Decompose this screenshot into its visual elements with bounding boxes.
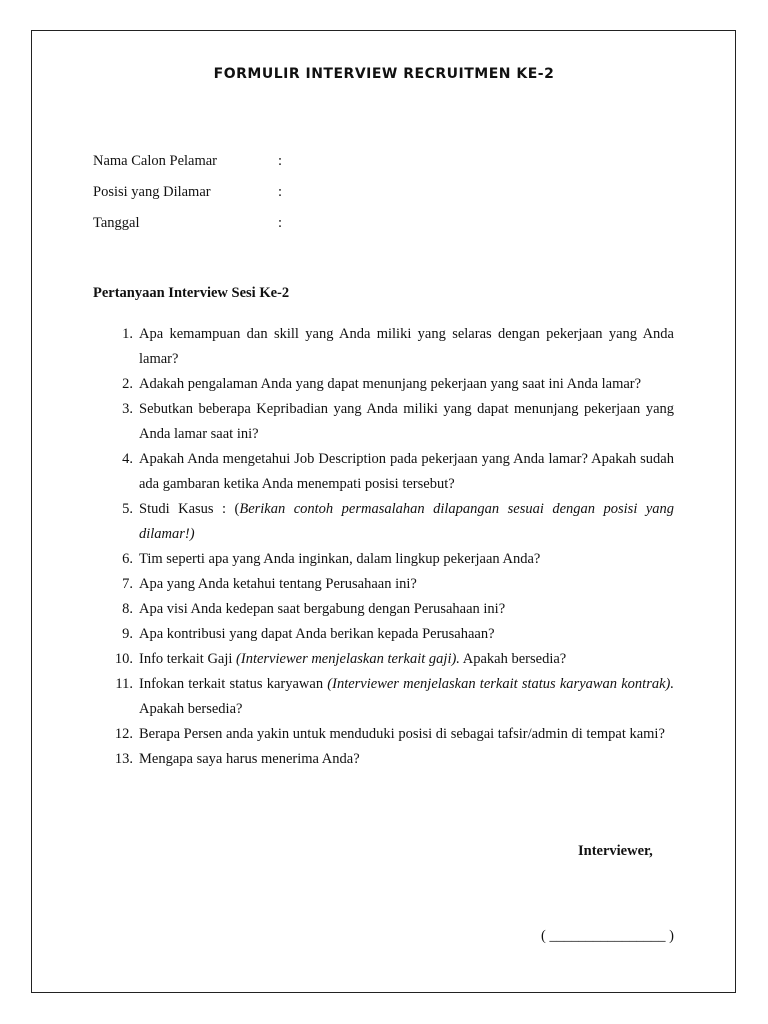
field-separator: :	[278, 153, 283, 169]
question-text: Info terkait Gaji	[139, 651, 237, 667]
question-text: Adakah pengalaman Anda yang dapat menunjang pekerjaan yang saat ini Anda lamar?	[139, 376, 642, 392]
question-number: 8.	[122, 601, 133, 617]
question-item	[93, 397, 674, 447]
question-number: 5.	[122, 501, 133, 517]
question-number: 3.	[122, 401, 133, 417]
question-text-after: Apakah bersedia?	[459, 651, 567, 667]
question-text-after: Apakah bersedia?	[139, 701, 243, 717]
question-text: Mengapa saya harus menerima Anda?	[139, 751, 360, 767]
question-item	[93, 372, 674, 397]
question-item	[93, 597, 674, 622]
question-item	[93, 547, 674, 572]
question-text: Tim seperti apa yang Anda inginkan, dalam lingkup pekerjaan Anda?	[139, 551, 541, 567]
question-item	[93, 747, 674, 772]
question-number: 4.	[122, 451, 133, 467]
question-text: Apa kontribusi yang dapat Anda berikan kepada Perusahaan?	[139, 626, 495, 642]
question-italic-text: (Interviewer menjelaskan terkait gaji).	[236, 651, 460, 667]
question-number: 7.	[122, 576, 133, 592]
question-text: Berapa Persen anda yakin untuk menduduki posisi di sebagai tafsir/admin di tempat kami?	[139, 726, 665, 742]
question-item	[93, 672, 674, 722]
question-item	[93, 322, 674, 372]
question-number: 1.	[122, 326, 133, 342]
question-text: Studi Kasus : (	[139, 501, 240, 517]
question-text: Apa kemampuan dan skill yang Anda miliki yang selaras dengan pekerjaan yang Anda lamar?	[139, 326, 674, 367]
interviewer-label: Interviewer,	[578, 843, 653, 859]
field-separator: :	[278, 215, 283, 231]
section-heading: Pertanyaan Interview Sesi Ke-2	[93, 285, 290, 301]
question-number: 6.	[122, 551, 133, 567]
field-separator: :	[278, 184, 283, 200]
question-number: 9.	[122, 626, 133, 642]
question-text: Infokan terkait status karyawan	[139, 676, 328, 692]
question-text: Apa yang Anda ketahui tentang Perusahaan ini?	[139, 576, 417, 592]
question-item	[93, 622, 674, 647]
question-italic-text: (Interviewer menjelaskan terkait status karyawan kontrak).	[327, 676, 674, 692]
signature-line: ( ________________ )	[541, 928, 674, 944]
field-tanggal	[93, 213, 282, 233]
question-item	[93, 497, 674, 547]
field-label: Tanggal	[93, 215, 140, 231]
question-text: Apa visi Anda kedepan saat bergabung dengan Perusahaan ini?	[139, 601, 506, 617]
document-title: FORMULIR INTERVIEW RECRUITMEN KE-2	[213, 66, 555, 82]
question-item	[93, 722, 674, 747]
field-label: Posisi yang Dilamar	[93, 184, 211, 200]
field-label: Nama Calon Pelamar	[93, 153, 218, 169]
question-list	[93, 322, 674, 772]
question-number: 13.	[114, 751, 133, 767]
question-item	[93, 647, 674, 672]
question-number: 10.	[114, 651, 133, 667]
question-text: Sebutkan beberapa Kepribadian yang Anda miliki yang dapat menunjang pekerjaan yang Anda lamar saat ini?	[139, 401, 674, 442]
question-number: 12.	[114, 726, 133, 742]
question-item	[93, 447, 674, 497]
question-number: 2.	[122, 376, 133, 392]
field-nama-calon-pelamar	[93, 151, 282, 171]
field-posisi-dilamar	[93, 182, 282, 202]
question-item	[93, 572, 674, 597]
question-number: 11.	[115, 676, 133, 692]
question-italic-text: Berikan contoh permasalahan dilapangan sesuai dengan posisi yang dilamar!)	[139, 501, 675, 542]
question-text: Apakah Anda mengetahui Job Description pada pekerjaan yang Anda lamar? Apakah sudah ada gambaran ketika Anda menempati posisi tersebut?	[139, 451, 674, 492]
